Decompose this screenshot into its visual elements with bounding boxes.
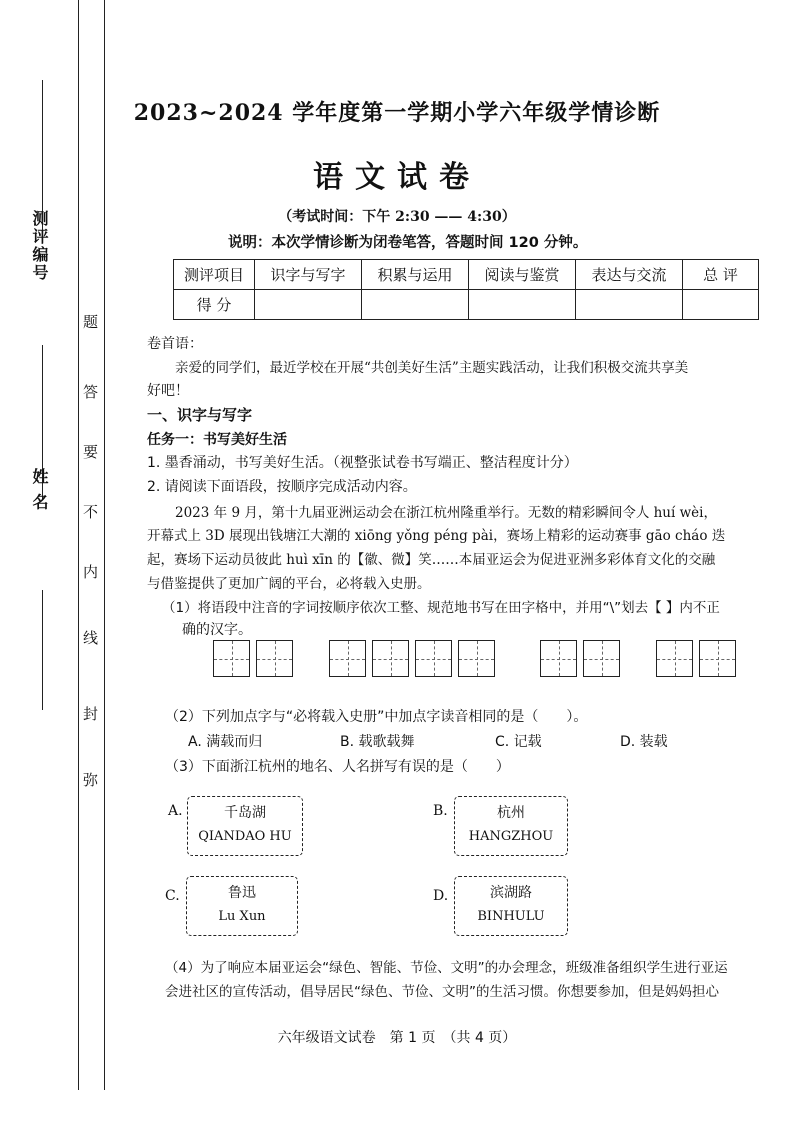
seal-char: 要 [81,444,99,459]
score-cell[interactable] [576,290,683,320]
score-cell[interactable] [683,290,759,320]
passage-line: 与借鉴提供了更加广阔的平台，必将载入史册。 [147,576,431,592]
seal-char: 内 [81,564,99,579]
subject-title: 语文试卷 [313,160,481,195]
writing-grid-cell[interactable] [372,640,409,677]
passage-line: 开幕式上 3D 展现出钱塘江大潮的 xiōng yǒng péng pài，赛场上精彩的运动赛事 gāo cháo 迭 [147,528,726,544]
subquestion-1: （1）将语段中注音的字词按顺序依次工整、规范地书写在田字格中，并用“\”划去【 】内不正 [162,600,720,616]
option-pinyin: HANGZHOU [468,829,554,844]
score-header-cell: 阅读与鉴赏 [469,260,576,290]
option-pinyin: BINHULU [477,909,545,924]
subquestion-4-cont: 会进社区的宣传活动，倡导居民“绿色、节俭、文明”的生活习惯。你想要参加，但是妈妈担心 [165,984,719,1000]
exam-title: 2023~2024 学年度第一学期小学六年级学情诊断 [133,100,661,126]
option-hanzi: 杭州 [497,805,525,821]
writing-grid-cell[interactable] [699,640,736,677]
seal-char: 弥 [81,772,99,787]
writing-grid-cell[interactable] [656,640,693,677]
score-header-cell: 积累与运用 [362,260,469,290]
option-pinyin: Lu Xun [218,909,266,924]
question-1: 1. 墨香涌动，书写美好生活。（视整张试卷书写端正、整洁程度计分） [147,455,578,471]
option-letter: A. [168,803,183,819]
writing-grid-cell[interactable] [583,640,620,677]
subquestion-1-cont: 确的汉字。 [182,622,252,638]
score-header-cell: 测评项目 [174,260,255,290]
score-header-cell: 识字与写字 [255,260,362,290]
writing-grid-cell[interactable] [213,640,250,677]
option-a[interactable]: A. 满载而归 [188,734,263,750]
option-hanzi: 鲁迅 [228,885,256,901]
score-cell[interactable] [469,290,576,320]
exam-note: 说明：本次学情诊断为闭卷笔答，答题时间 120 分钟。 [228,235,588,251]
section-title: 一、识字与写字 [147,406,253,424]
score-cell[interactable] [362,290,469,320]
seal-char: 不 [81,504,99,519]
score-table-header-row [174,260,759,290]
writing-grid-group [540,640,620,678]
option-letter: C. [165,888,180,904]
score-table [173,259,759,320]
page-footer: 六年级语文试卷 第 1 页 （共 4 页） [277,1030,517,1046]
task-title: 任务一：书写美好生活 [147,432,287,448]
subquestion-4: （4）为了响应本届亚运会“绿色、智能、节俭、文明”的办会理念，班级准备组织学生进行亚运 [165,960,728,976]
writing-grid-cell[interactable] [256,640,293,677]
option-d[interactable]: D. 装载 [620,734,668,750]
seal-char: 线 [81,630,99,645]
score-header-cell: 表达与交流 [576,260,683,290]
score-table-score-row [174,290,759,320]
seal-char: 答 [81,384,99,399]
score-header-cell: 总 评 [683,260,759,290]
score-cell[interactable] [255,290,362,320]
name-underline-bottom [42,590,43,710]
writing-grid-cell[interactable] [329,640,366,677]
option-letter: B. [433,803,448,819]
score-row-label: 得 分 [174,290,255,320]
option-c[interactable]: C. 记载 [495,734,542,750]
writing-grid-group [656,640,736,678]
writing-grid-group [213,640,293,678]
option-box-c[interactable] [186,876,298,936]
exam-time: （考试时间：下午 2:30 —— 4:30） [278,209,516,225]
option-box-a[interactable] [187,796,303,856]
option-b[interactable]: B. 载歌载舞 [340,734,415,750]
preface-line: 亲爱的同学们，最近学校在开展“共创美好生活”主题实践活动，让我们积极交流共享美 [175,360,689,376]
name-label: 姓 名 [30,468,49,512]
id-label: 测评编号 [30,210,49,282]
subquestion-3: （3）下面浙江杭州的地名、人名拼写有误的是（ ） [165,759,510,775]
option-letter: D. [433,888,449,904]
option-hanzi: 千岛湖 [224,805,266,821]
writing-grid-cell[interactable] [458,640,495,677]
seal-char: 封 [81,706,99,721]
option-box-d[interactable] [454,876,568,936]
option-box-b[interactable] [454,796,568,856]
writing-grid-cell[interactable] [540,640,577,677]
seal-char: 题 [81,314,99,329]
passage-line: 起，赛场下运动员彼此 huì xīn 的【徽、微】笑……本届亚运会为促进亚洲多彩体育文化的交融 [147,552,716,568]
option-pinyin: QIANDAO HU [198,829,292,844]
preface-line: 好吧！ [147,383,189,399]
question-2: 2. 请阅读下面语段，按顺序完成活动内容。 [147,479,417,495]
passage-line: 2023 年 9 月，第十九届亚洲运动会在浙江杭州隆重举行。无数的精彩瞬间令人 huí wèi， [175,505,717,521]
writing-grid-group [329,640,495,678]
preface-label: 卷首语： [147,336,203,352]
subquestion-2: （2）下列加点字与“必将载入史册”中加点字读音相同的是（ ）。 [165,709,588,725]
option-hanzi: 滨湖路 [490,885,532,901]
writing-grid-cell[interactable] [415,640,452,677]
